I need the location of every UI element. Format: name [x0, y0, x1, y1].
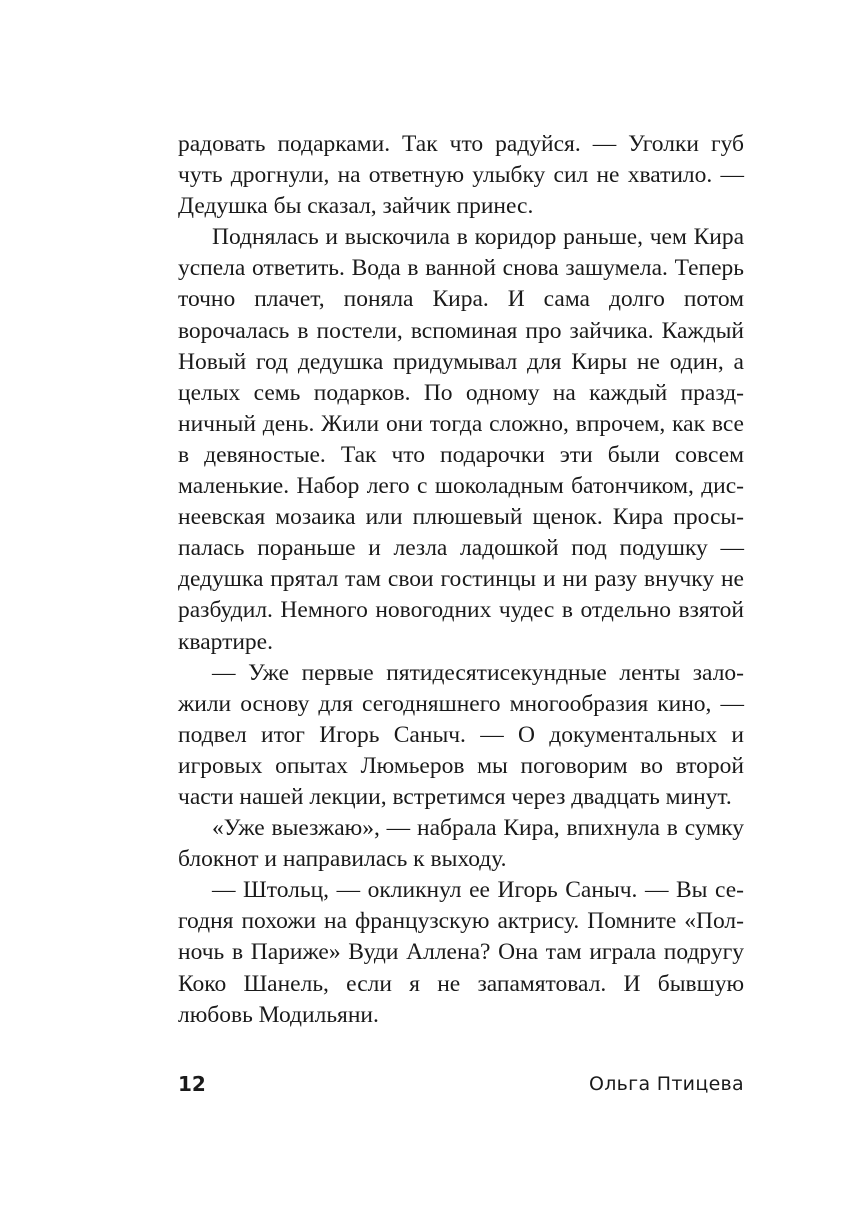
body-text [178, 129, 744, 1031]
page-number: 12 [178, 1072, 206, 1096]
running-footer-author: Ольга Птицева [588, 1073, 744, 1095]
paragraph-2: Поднялась и выскочила в коридор раньше, чем Кира успела ответить. Вода в ванной снова зашумела. Теперь точно плачет, поняла Кира. И сама долго потом ворочалась в постели, вспоминая про зайчика. Каждый Новый год дедушка придумывал для Киры не один, а целых семь подарков. По одному на каждый праздничный день. Жили они тогда сложно, впрочем, как все в девяностые. Так что подарочки эти были совсем маленькие. Набор лего с шоколадным батончиком, диснеевская мозаика или плюшевый щенок. Кира просыпалась пораньше и лезла ладошкой под подушку — дедушка прятал там свои гостинцы и ни разу внучку не разбудил. Немного новогодних чудес в отдельно взятой квартире. [178, 224, 744, 655]
page-footer [178, 1069, 744, 1099]
paragraph-1: радовать подарками. Так что радуйся. — Уголки губ чуть дрогнули, на ответную улыбку сил не хватило. — Дедушка бы сказал, зайчик принес. [178, 131, 744, 220]
paragraph-4: «Уже выезжаю», — набрала Кира, впихнула в сумку блокнот и направилась к выходу. [178, 815, 744, 873]
paragraph-3: — Уже первые пятидесятисекундные ленты заложили основу для сегодняшнего многообразия кино, — подвел итог Игорь Саныч. — О документальных и игровых опытах Люмьеров мы поговорим во второй части нашей лекции, встретимся через двадцать минут. [178, 659, 744, 810]
paragraph-5: — Штольц, — окликнул ее Игорь Саныч. — Вы сегодня похожи на французскую актрису. Помните «Полночь в Париже» Вуди Аллена? Она там играла подругу Коко Шанель, если я не запамятовал. И бывшую любовь Модильяни. [178, 877, 744, 1028]
